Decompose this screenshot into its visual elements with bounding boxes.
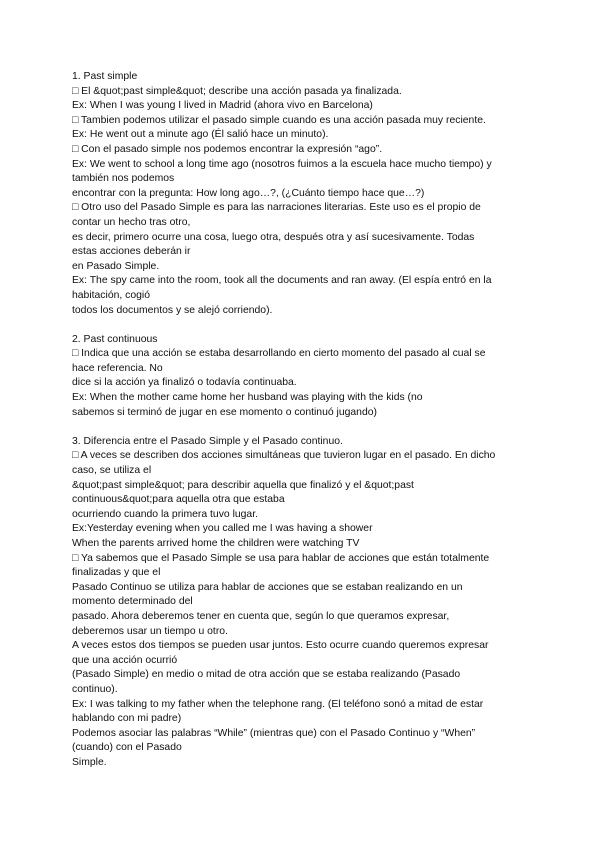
text-line: estas acciones deberán ir <box>72 246 191 258</box>
text-line: Simple. <box>72 756 107 768</box>
text-line: todos los documentos y se alejó corriendo). <box>72 304 273 316</box>
text-line: hace referencia. No <box>72 362 163 374</box>
text-line: también nos podemos <box>72 173 175 185</box>
text-line: □ Indica que una acción se estaba desarrollando en cierto momento del pasado al cual se <box>72 348 486 360</box>
text-line: (cuando) con el Pasado <box>72 742 182 754</box>
text-line: □ A veces se describen dos acciones simultáneas que tuvieron lugar en el pasado. En dicho <box>72 450 496 462</box>
section-spacer <box>72 318 532 333</box>
text-line: hablando con mi padre) <box>72 713 182 725</box>
text-line: es decir, primero ocurre una cosa, luego otra, después otra y así sucesivamente. Todas <box>72 231 475 243</box>
text-line: ocurriendo cuando la primera tuvo lugar. <box>72 508 258 520</box>
text-line: (Pasado Simple) en medio o mitad de otra acción que se estaba realizando (Pasado <box>72 669 461 681</box>
text-line: □ El &quot;past simple&quot; describe una acción pasada ya finalizada. <box>72 85 402 97</box>
text-line: Ex: When I was young I lived in Madrid (ahora vivo en Barcelona) <box>72 100 373 112</box>
text-line: Ex:Yesterday evening when you called me I was having a shower <box>72 523 373 535</box>
text-line: Ex: The spy came into the room, took all the documents and ran away. (El espía entró en la <box>72 275 492 287</box>
section-1 <box>72 70 532 318</box>
text-line: □ Ya sabemos que el Pasado Simple se usa para hablar de acciones que están totalmente <box>72 552 490 564</box>
text-line: caso, se utiliza el <box>72 465 152 477</box>
text-line: contar un hecho tras otro, <box>72 216 191 228</box>
section-spacer <box>72 420 532 435</box>
text-line: deberemos usar un tiempo u otro. <box>72 625 228 637</box>
section-2 <box>72 333 532 421</box>
text-line: encontrar con la pregunta: How long ago…?, (¿Cuánto tiempo hace que…?) <box>72 187 425 199</box>
text-line: que una acción ocurrió <box>72 654 178 666</box>
text-line: &quot;past simple&quot; para describir aquella que finalizó y el &quot;past <box>72 479 414 491</box>
text-line: dice si la acción ya finalizó o todavía continuaba. <box>72 377 297 389</box>
section-heading: 1. Past simple <box>72 71 138 82</box>
text-line: momento determinado del <box>72 596 193 608</box>
text-line: Ex: We went to school a long time ago (nosotros fuimos a la escuela hace mucho tiempo) y <box>72 158 492 170</box>
text-line: A veces estos dos tiempos se pueden usar juntos. Esto ocurre cuando queremos expresar <box>72 640 489 652</box>
text-line: □ Con el pasado simple nos podemos encontrar la expresión “ago”. <box>72 143 383 155</box>
text-line: Pasado Continuo se utiliza para hablar de acciones que se estaban realizando en un <box>72 581 463 593</box>
text-line: habitación, cogió <box>72 289 150 301</box>
document-body <box>72 70 532 771</box>
section-heading: 2. Past continuous <box>72 333 158 345</box>
text-line: finalizadas y que el <box>72 567 161 579</box>
text-line: continuous&quot;para aquella otra que estaba <box>72 494 285 506</box>
text-line: Podemos asociar las palabras “While” (mientras que) con el Pasado Continuo y “When” <box>72 727 476 739</box>
text-line: Ex: He went out a minute ago (Él salió hace un minuto). <box>72 129 329 141</box>
text-line: pasado. Ahora deberemos tener en cuenta que, según lo que queramos expresar, <box>72 610 450 622</box>
text-line: □ Tambien podemos utilizar el pasado simple cuando es una acción pasada muy reciente. <box>72 114 486 126</box>
text-line: Ex: I was talking to my father when the telephone rang. (El teléfono sonó a mitad de estar <box>72 698 484 710</box>
text-line: □ Otro uso del Pasado Simple es para las narraciones literarias. Este uso es el propio de <box>72 202 481 214</box>
section-3 <box>72 435 532 771</box>
text-line: When the parents arrived home the children were watching TV <box>72 538 360 549</box>
text-line: sabemos si terminó de jugar en ese momento o continuó jugando) <box>72 406 377 418</box>
text-line: Ex: When the mother came home her husband was playing with the kids (no <box>72 392 423 404</box>
text-line: en Pasado Simple. <box>72 260 160 272</box>
text-line: continuo). <box>72 683 118 695</box>
section-heading: 3. Diferencia entre el Pasado Simple y el Pasado continuo. <box>72 435 343 447</box>
